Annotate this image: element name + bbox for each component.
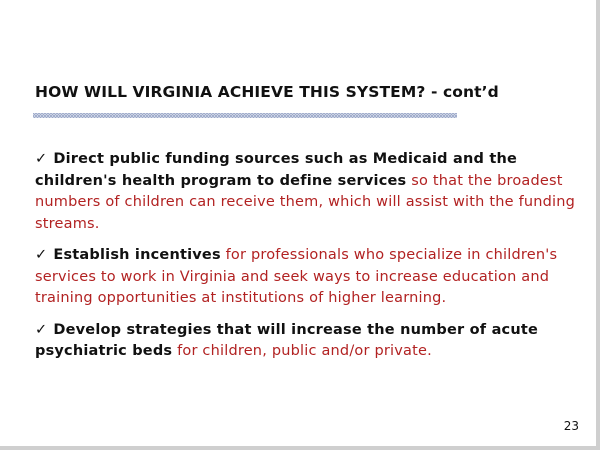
slide-title: HOW WILL VIRGINIA ACHIEVE THIS SYSTEM? - cont’d [35, 83, 499, 101]
bullet-item [35, 149, 580, 235]
title-divider [33, 113, 457, 118]
bullet-list [35, 149, 580, 373]
checkmark-icon: ✓ [35, 151, 48, 167]
page-number: 23 [563, 419, 579, 433]
bullet-text: so that the broadest numbers of children can receive them, which will assist with the funding streams. [35, 172, 576, 232]
bullet-text: for children, public and/or private. [172, 343, 432, 359]
checkmark-icon: ✓ [35, 321, 48, 338]
bullet-item [35, 320, 580, 363]
bullet-emphasis: Direct public funding sources such as Medicaid and the children's health program to define services [35, 151, 518, 189]
bullet-text: for professionals who specialize in children's services to work in Virginia and seek ways to increase education and training opportunities at institutions of higher learning. [35, 247, 558, 306]
bullet-item [35, 245, 580, 310]
bullet-emphasis: Develop strategies that will increase the number of acute psychiatric beds [35, 321, 539, 359]
bullet-emphasis: Establish incentives [53, 247, 221, 263]
checkmark-icon: ✓ [35, 247, 48, 263]
